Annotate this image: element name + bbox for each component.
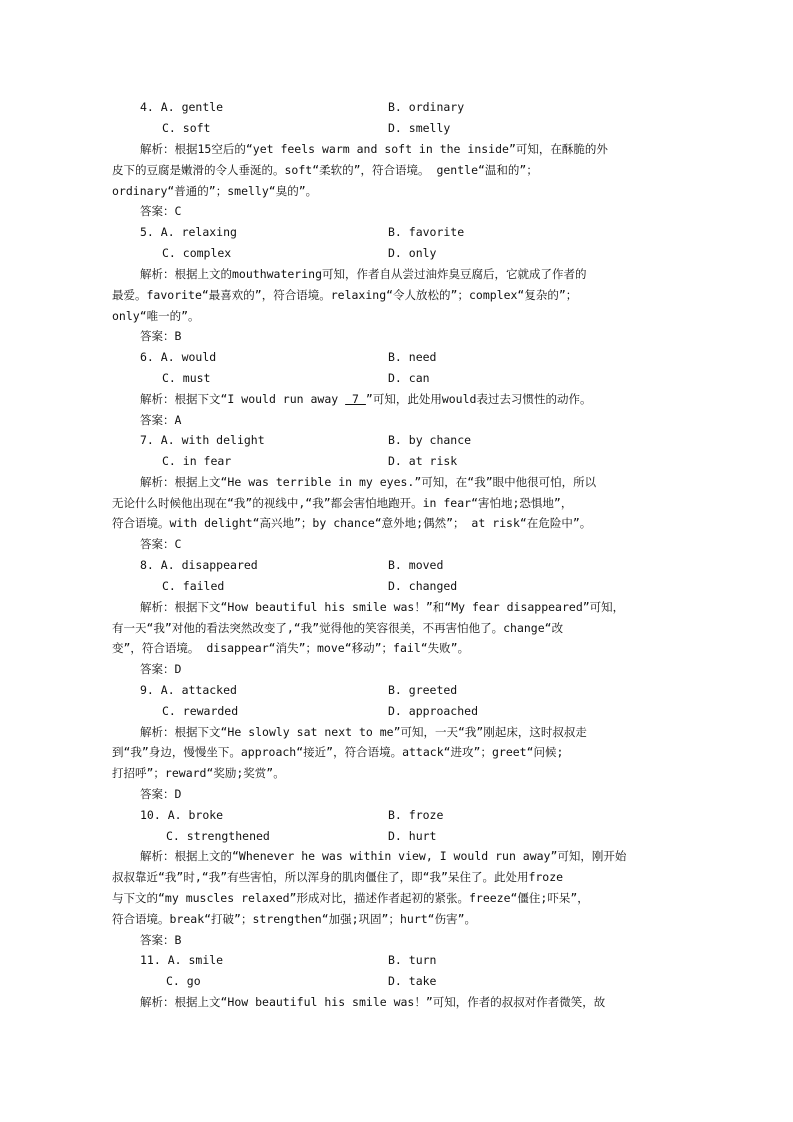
q8-option-b: B. moved <box>388 558 444 572</box>
q5-option-b: B. favorite <box>388 225 465 239</box>
q4-option-a: 4. A. gentle <box>140 100 224 114</box>
q10-analysis-line: 与下文的“my muscles relaxed”形成对比，描述作者起初的紧张。freeze“僵住;吓呆”， <box>112 891 589 905</box>
q7-analysis-line: 符合语境。with delight“高兴地”；by chance“意外地;偶然”； at risk“在危险中”。 <box>112 516 592 530</box>
q5-analysis-line: only“唯一的”。 <box>112 309 200 323</box>
q10-answer: 答案：B <box>140 933 182 947</box>
q9-option-a: 9. A. attacked <box>140 683 237 697</box>
q7-option-a: 7. A. with delight <box>140 433 265 447</box>
q5-option-c: C. complex <box>162 246 232 260</box>
q10-option-c: C. strengthened <box>166 829 270 843</box>
q10-analysis-line: 解析：根据上文的“Whenever he was within view, I would run away”可知，刚开始 <box>140 849 627 863</box>
q5-option-a: 5. A. relaxing <box>140 225 237 239</box>
q6-option-b: B. need <box>388 350 437 364</box>
q8-analysis-line: 解析：根据下文“How beautiful his smile was！”和“My fear disappeared”可知， <box>140 600 625 614</box>
blank-7: 7 <box>345 392 366 406</box>
q6-answer: 答案：A <box>140 413 182 427</box>
q7-option-d: D. at risk <box>388 454 458 468</box>
q4-answer: 答案：C <box>140 204 182 218</box>
q7-analysis-line: 解析：根据上文“He was terrible in my eyes.”可知，在“我”眼中他很可怕，所以 <box>140 475 597 489</box>
q9-option-b: B. greeted <box>388 683 458 697</box>
q4-analysis-line: 解析：根据15空后的“yet feels warm and soft in the inside”可知，在酥脆的外 <box>140 142 608 156</box>
q9-analysis-line: 到“我”身边，慢慢坐下。approach“接近”，符合语境。attack“进攻”；greet“问候; <box>112 745 564 759</box>
q6-option-d: D. can <box>388 371 430 385</box>
q9-analysis-line: 打招呼”；reward“奖励;奖赏”。 <box>112 766 285 780</box>
q6-analysis-line: 解析：根据下文“I would run away 7 ”可知，此处用would表过去习惯性的动作。 <box>140 392 592 406</box>
q6-option-a: 6. A. would <box>140 350 217 364</box>
q4-analysis-line: ordinary“普通的”；smelly“臭的”。 <box>112 184 318 198</box>
q8-option-d: D. changed <box>388 579 458 593</box>
q8-analysis-line: 有一天“我”对他的看法突然改变了,“我”觉得他的笑容很美，不再害怕他了。change“改 <box>112 621 564 635</box>
q9-option-c: C. rewarded <box>162 704 239 718</box>
q5-option-d: D. only <box>388 246 437 260</box>
q9-analysis-line: 解析：根据下文“He slowly sat next to me”可知，一天“我”刚起床，这时叔叔走 <box>140 725 587 739</box>
q4-option-d: D. smelly <box>388 121 451 135</box>
q8-answer: 答案：D <box>140 662 182 676</box>
q4-analysis-line: 皮下的豆腐是嫩滑的令人垂涎的。soft“柔软的”，符合语境。 gentle“温和的”； <box>112 163 538 177</box>
q10-analysis-line: 叔叔靠近“我”时,“我”有些害怕，所以浑身的肌肉僵住了，即“我”呆住了。此处用froze <box>112 870 564 884</box>
q8-analysis-line: 变”，符合语境。 disappear“消失”；move“移动”；fail“失败”。 <box>112 641 470 655</box>
q10-option-b: B. froze <box>388 808 444 822</box>
q11-option-b: B. turn <box>388 953 437 967</box>
q10-option-d: D. hurt <box>388 829 437 843</box>
q8-option-c: C. failed <box>162 579 225 593</box>
q11-option-a: 11. A. smile <box>140 953 224 967</box>
q6-option-c: C. must <box>162 371 211 385</box>
q5-answer: 答案：B <box>140 329 182 343</box>
q8-option-a: 8. A. disappeared <box>140 558 258 572</box>
q11-option-d: D. take <box>388 974 437 988</box>
q7-option-c: C. in fear <box>162 454 232 468</box>
q7-analysis-line: 无论什么时候他出现在“我”的视线中,“我”都会害怕地跑开。in fear“害怕地;恐惧地”， <box>112 496 573 510</box>
q10-option-a: 10. A. broke <box>140 808 224 822</box>
q5-analysis-line: 解析：根据上文的mouthwatering可知，作者自从尝过油炸臭豆腐后，它就成了作者的 <box>140 267 587 281</box>
q10-analysis-line: 符合语境。break“打破”；strengthen“加强;巩固”；hurt“伤害”。 <box>112 912 477 926</box>
q5-analysis-line: 最爱。favorite“最喜欢的”，符合语境。relaxing“令人放松的”；complex“复杂的”； <box>112 288 578 302</box>
q7-answer: 答案：C <box>140 537 182 551</box>
q9-option-d: D. approached <box>388 704 479 718</box>
q7-option-b: B. by chance <box>388 433 472 447</box>
q4-option-c: C. soft <box>162 121 211 135</box>
q4-option-b: B. ordinary <box>388 100 465 114</box>
q11-analysis-line: 解析：根据上文“How beautiful his smile was！”可知，作者的叔叔对作者微笑，故 <box>140 995 606 1009</box>
q11-option-c: C. go <box>166 974 201 988</box>
q9-answer: 答案：D <box>140 787 182 801</box>
